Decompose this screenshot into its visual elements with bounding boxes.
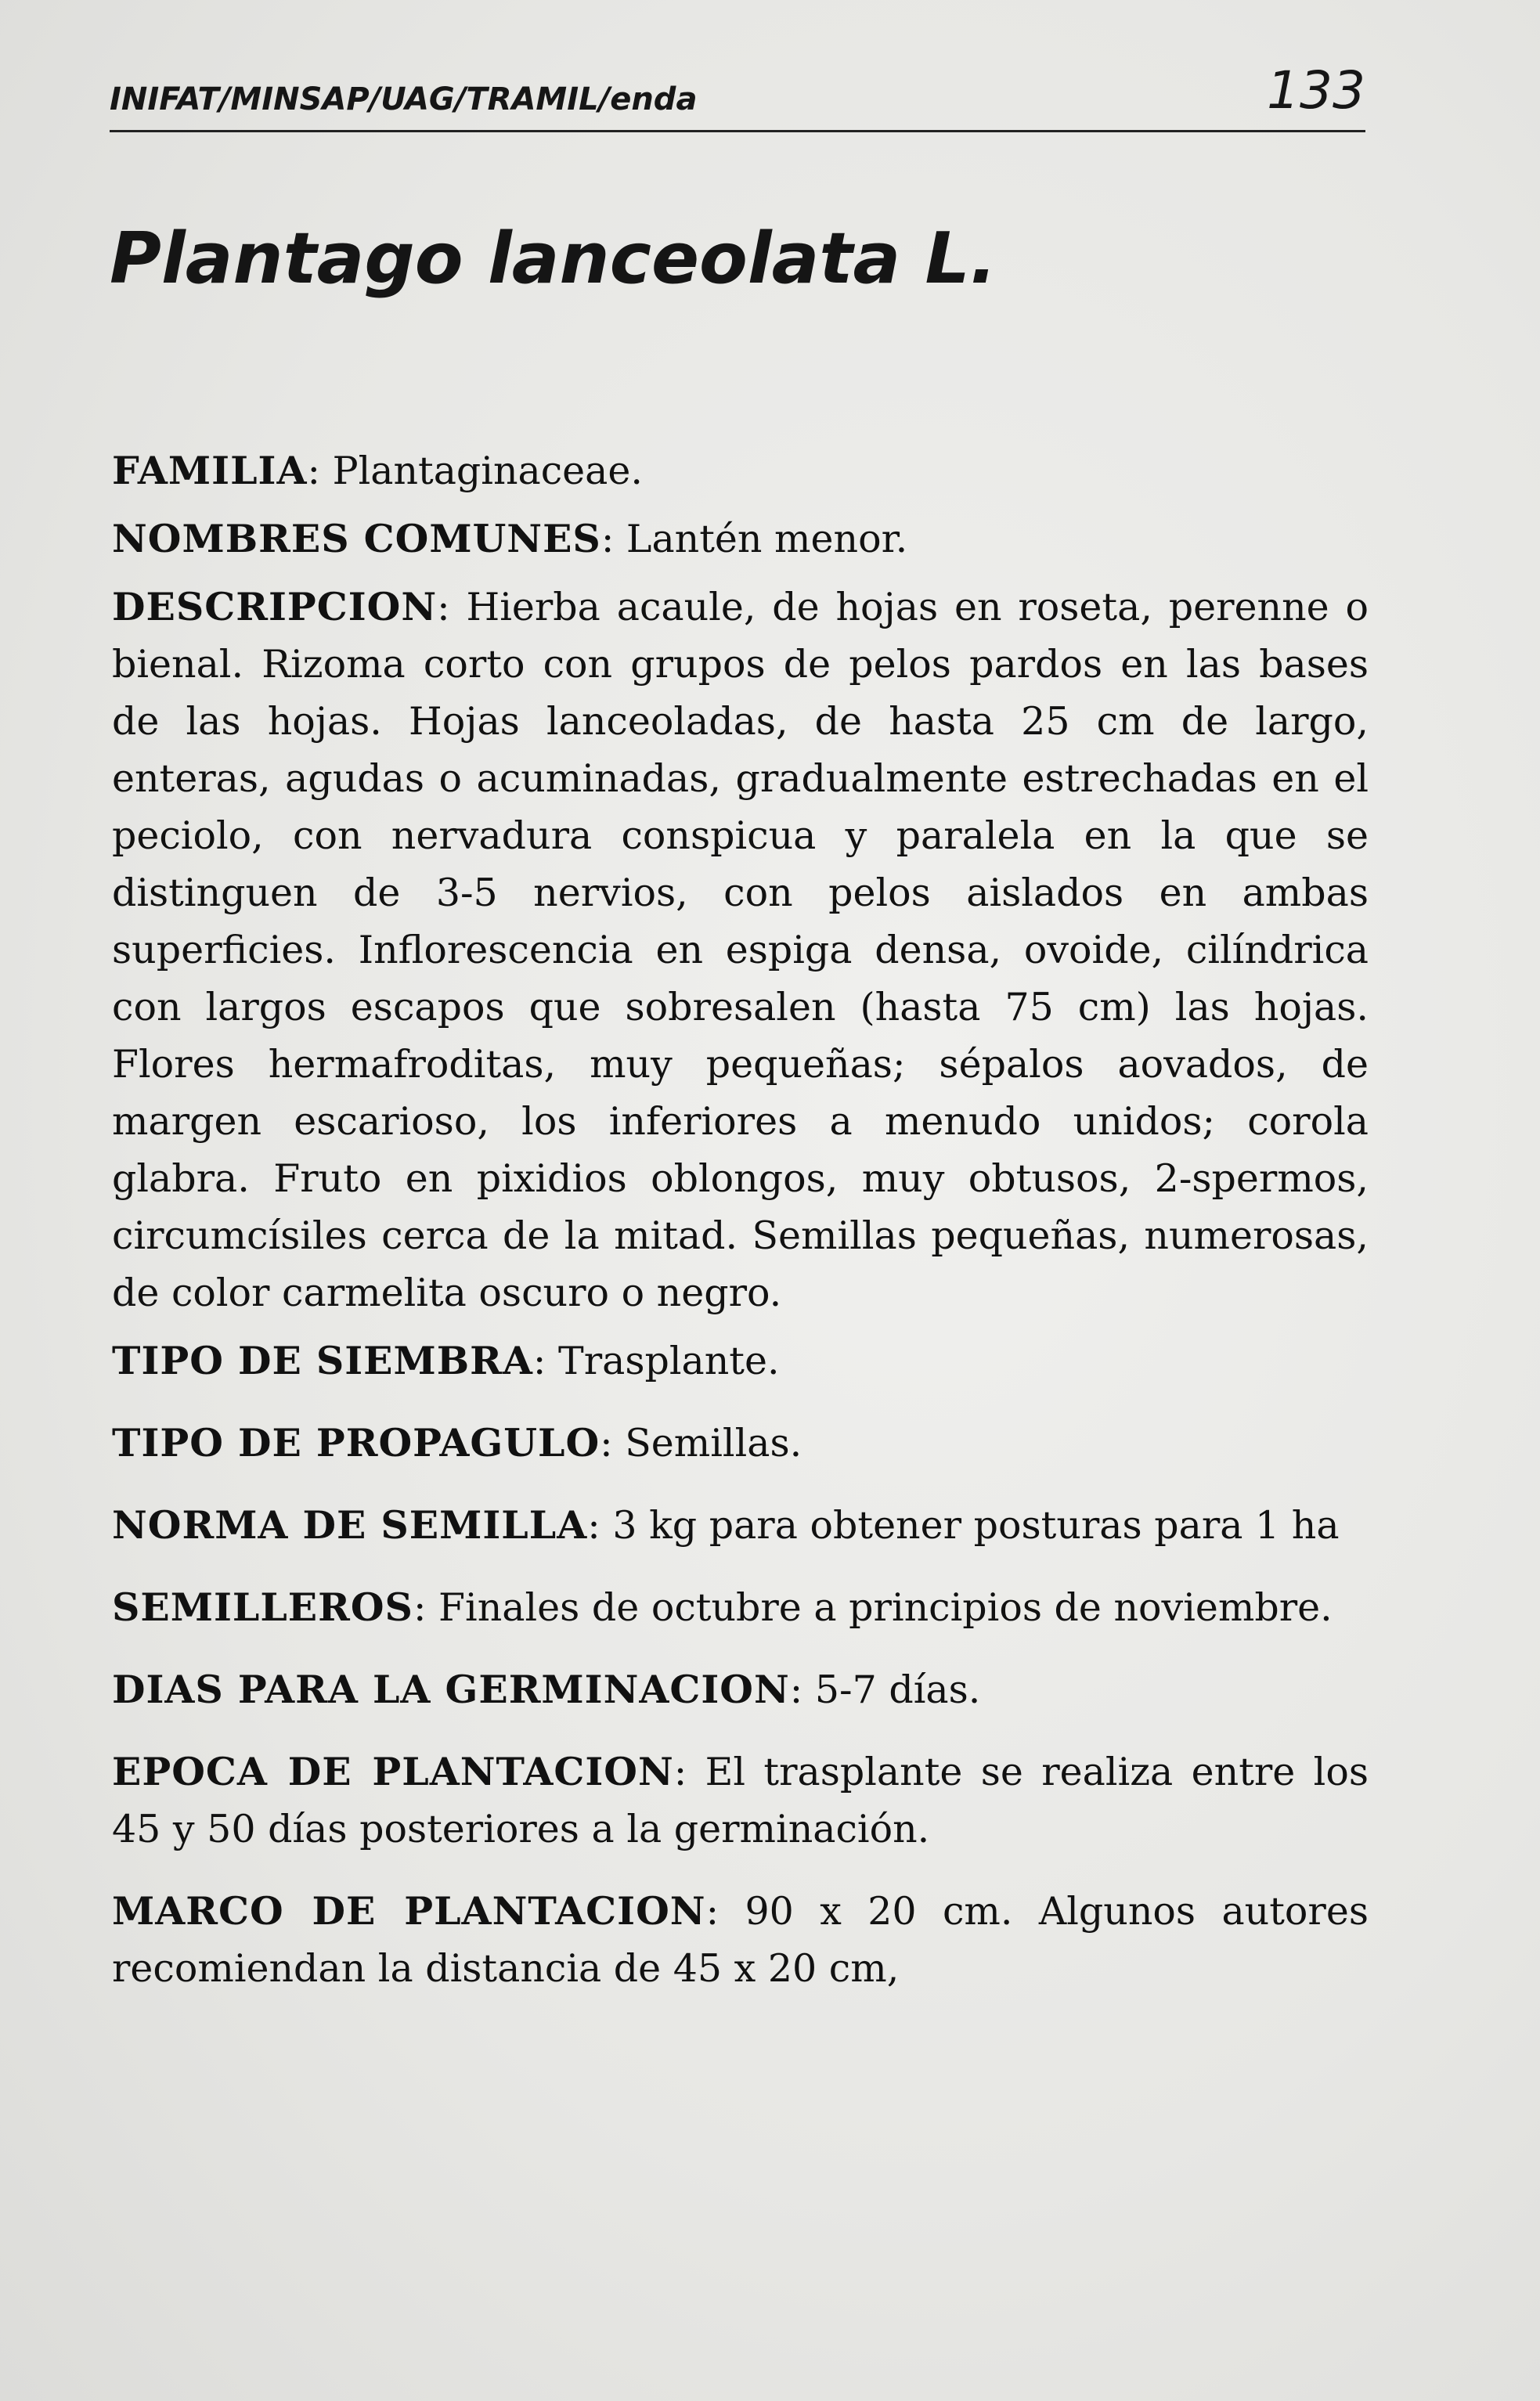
entry-tipo-de-siembra: TIPO DE SIEMBRA: Trasplante. <box>112 1338 780 1383</box>
entry-value: Semillas. <box>625 1421 802 1465</box>
entry-label: MARCO DE PLANTACION <box>112 1888 706 1934</box>
entry-value: El trasplante se realiza entre los 45 y 50 días posteriores a la germinación. <box>112 1750 1369 1851</box>
entry-familia: FAMILIA: Plantaginaceae. <box>112 448 643 493</box>
entry-label: SEMILLEROS <box>112 1584 413 1630</box>
entry-descripcion: DESCRIPCION: Hierba acaule, de hojas en roseta, perenne o bienal. Rizoma corto con grupos de pelos pardos en las bases de las hojas. Hojas lanceoladas, de hasta 25 cm de largo, enteras, agudas o acuminadas, gradualmente estrechadas en el peciolo, con nervadura conspicua y paralela en la que se distinguen de 3-5 nervios, con pelos aislados en ambas superficies. Inflorescencia en espiga densa, ovoide, cilíndrica con largos escapos que sobresalen (hasta 75 cm) las hojas. Flores hermafroditas, muy pequeñas; sépalos aovados, de margen escarioso, los inferiores a menudo unidos; corola glabra. Fruto en pixidios oblongos, muy obtusos, 2-spermos, circumcísiles cerca de la mitad. Semillas pequeñas, numerosas, de color carmelita oscuro o negro. <box>112 584 1369 1315</box>
entry-label: TIPO DE PROPAGULO <box>112 1420 600 1465</box>
entry-norma-de-semilla: NORMA DE SEMILLA: 3 kg para obtener posturas para 1 ha <box>112 1502 1340 1548</box>
entry-dias-germinacion: DIAS PARA LA GERMINACION: 5-7 días. <box>112 1667 981 1712</box>
entry-label: NORMA DE SEMILLA <box>112 1502 588 1548</box>
running-head: INIFAT/MINSAP/UAG/TRAMIL/enda <box>110 81 698 117</box>
entry-tipo-de-propagulo: TIPO DE PROPAGULO: Semillas. <box>112 1420 802 1465</box>
species-title: Plantago lanceolata L. <box>110 218 997 300</box>
entry-label: DIAS PARA LA GERMINACION <box>112 1667 790 1712</box>
entry-value: 90 x 20 cm. Algunos autores recomiendan la distancia de 45 x 20 cm, <box>112 1889 1369 1991</box>
entry-value: 3 kg para obtener posturas para 1 ha <box>612 1503 1340 1548</box>
entry-label: DESCRIPCION <box>112 584 438 629</box>
page-header <box>110 52 1365 132</box>
entry-label: EPOCA DE PLANTACION <box>112 1749 674 1794</box>
entry-semilleros: SEMILLEROS: Finales de octubre a principios de noviembre. <box>112 1584 1333 1630</box>
entry-label: TIPO DE SIEMBRA <box>112 1338 533 1383</box>
entry-value: Plantaginaceae. <box>332 449 643 493</box>
entry-label: FAMILIA <box>112 448 308 493</box>
body-text <box>112 442 1369 2008</box>
entry-value: Hierba acaule, de hojas en roseta, perenne o bienal. Rizoma corto con grupos de pelos pardos en las bases de las hojas. Hojas lanceoladas, de hasta 25 cm de largo, enteras, agudas o acuminadas, gradualmente estrechadas en el peciolo, con nervadura conspicua y paralela en la que se distinguen de 3-5 nervios, con pelos aislados en ambas superficies. Inflorescencia en espiga densa, ovoide, cilíndrica con largos escapos que sobresalen (hasta 75 cm) las hojas. Flores hermafroditas, muy pequeñas; sépalos aovados, de margen escarioso, los inferiores a menudo unidos; corola glabra. Fruto en pixidios oblongos, muy obtusos, 2-spermos, circumcísiles cerca de la mitad. Semillas pequeñas, numerosas, de color carmelita oscuro o negro. <box>112 585 1369 1315</box>
entry-value: Finales de octubre a principios de noviembre. <box>438 1585 1333 1630</box>
entry-epoca-de-plantacion: EPOCA DE PLANTACION: El trasplante se realiza entre los 45 y 50 días posteriores a la germinación. <box>112 1749 1369 1851</box>
page-number: 133 <box>1267 60 1365 121</box>
entry-nombres-comunes: NOMBRES COMUNES: Lantén menor. <box>112 516 908 561</box>
entry-label: NOMBRES COMUNES <box>112 516 601 561</box>
entry-value: Trasplante. <box>558 1339 780 1383</box>
entry-marco-de-plantacion: MARCO DE PLANTACION: 90 x 20 cm. Algunos autores recomiendan la distancia de 45 x 20 cm, <box>112 1888 1369 1991</box>
entry-value: 5-7 días. <box>814 1667 981 1712</box>
entry-value: Lantén menor. <box>626 517 908 561</box>
